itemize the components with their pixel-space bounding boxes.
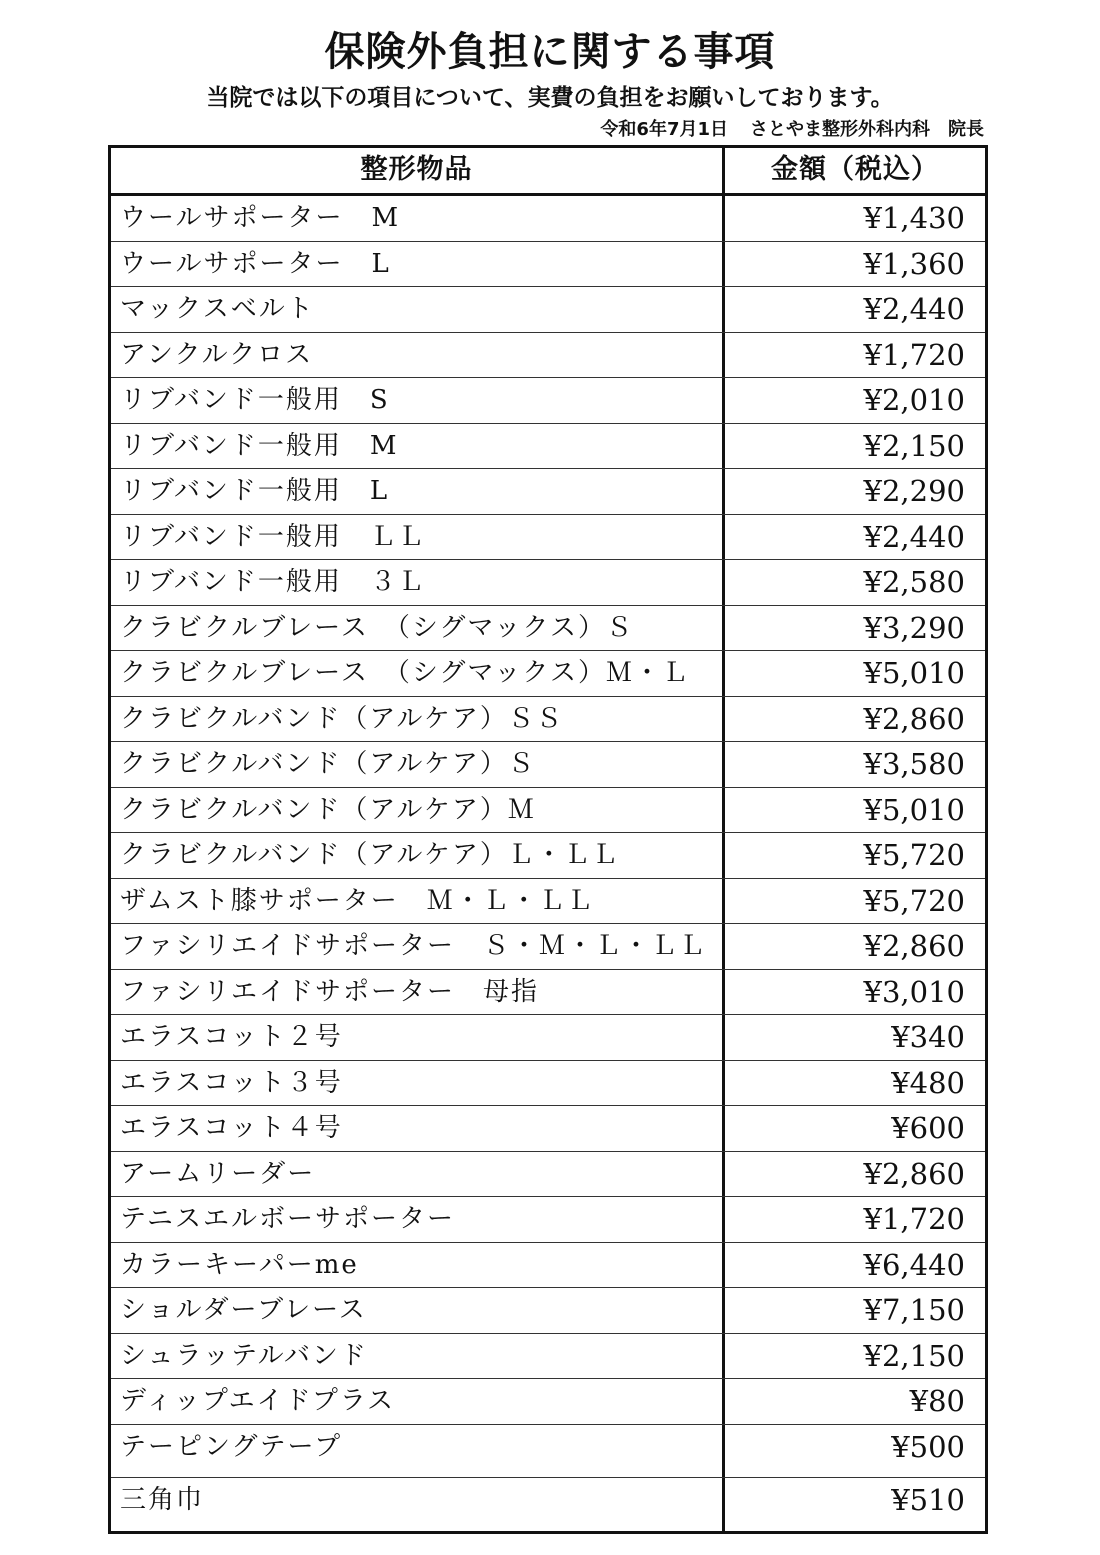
item-price: ¥2,150 xyxy=(863,1338,965,1373)
header-price: 金額（税込） xyxy=(771,154,939,185)
header-item: 整形物品 xyxy=(111,148,725,193)
item-price: ¥1,360 xyxy=(863,246,965,281)
item-price: ¥1,720 xyxy=(863,1202,965,1236)
table-row xyxy=(111,560,985,606)
table-row xyxy=(111,788,985,834)
item-name: クラビクルブレース （シグマックス）Ｍ・Ｌ xyxy=(111,651,725,696)
item-price: ¥3,010 xyxy=(863,974,965,1009)
item-name: クラビクルバンド（アルケア）Ｌ・ＬＬ xyxy=(111,833,725,878)
table-row xyxy=(111,970,985,1016)
item-name: リブバンド一般用 S xyxy=(111,378,725,423)
item-price: ¥3,580 xyxy=(863,747,965,781)
item-name: クラビクルバンド（アルケア）Ｓ xyxy=(111,742,725,787)
table-row xyxy=(111,1288,985,1334)
table-row xyxy=(111,1334,985,1380)
item-price: ¥2,010 xyxy=(863,383,965,417)
item-name: リブバンド一般用 M xyxy=(111,424,725,469)
item-name: クラビクルバンド（アルケア）Ｍ xyxy=(111,788,725,833)
table-row xyxy=(111,1243,985,1289)
table-row xyxy=(111,242,985,288)
item-name: リブバンド一般用 ＬＬ xyxy=(111,515,725,560)
table-body xyxy=(111,196,985,1531)
item-name: 三角巾 xyxy=(111,1478,725,1531)
item-price: ¥7,150 xyxy=(863,1293,965,1327)
item-price: ¥2,580 xyxy=(863,565,965,599)
table-row xyxy=(111,651,985,697)
item-price: ¥600 xyxy=(891,1111,965,1145)
item-price: ¥5,010 xyxy=(863,656,965,690)
item-price: ¥510 xyxy=(891,1482,965,1517)
item-price: ¥500 xyxy=(891,1429,965,1464)
table-row xyxy=(111,924,985,970)
table-row xyxy=(111,606,985,652)
table-row xyxy=(111,196,985,242)
table-row xyxy=(111,469,985,515)
item-name: クラビクルバンド（アルケア）ＳＳ xyxy=(111,697,725,742)
table-row xyxy=(111,1425,985,1478)
item-price: ¥2,150 xyxy=(863,428,965,463)
table-row xyxy=(111,742,985,788)
table-header-row xyxy=(111,148,985,196)
item-name: テーピングテープ xyxy=(111,1425,725,1477)
table-row xyxy=(111,1152,985,1198)
item-name: リブバンド一般用 ３Ｌ xyxy=(111,560,725,605)
item-price: ¥5,720 xyxy=(863,838,965,872)
item-name: ウールサポーター L xyxy=(111,242,725,287)
item-price: ¥2,290 xyxy=(863,474,965,508)
page-subtitle: 当院では以下の項目について、実費の負担をお願いしております。 xyxy=(206,85,894,111)
item-price: ¥480 xyxy=(891,1065,965,1100)
table-row xyxy=(111,1106,985,1152)
item-name: クラビクルブレース （シグマックス）Ｓ xyxy=(111,606,725,651)
clinic-signature: さとやま整形外科内科 院長 xyxy=(750,119,984,140)
page-title: 保険外負担に関する事項 xyxy=(324,29,776,75)
item-price: ¥2,860 xyxy=(863,701,965,736)
item-name: ファシリエイドサポーター Ｓ・Ｍ・Ｌ・ＬＬ xyxy=(111,924,725,969)
table-row xyxy=(111,378,985,424)
table-row xyxy=(111,1015,985,1061)
dateline xyxy=(600,117,984,143)
item-name: テニスエルボーサポーター xyxy=(111,1197,725,1242)
item-name: アンクルクロス xyxy=(111,333,725,378)
table-row xyxy=(111,287,985,333)
price-table xyxy=(108,145,988,1534)
item-name: エラスコット３号 xyxy=(111,1061,725,1106)
table-row xyxy=(111,833,985,879)
item-price: ¥2,440 xyxy=(863,292,965,326)
item-name: アームリーダー xyxy=(111,1152,725,1197)
item-price: ¥5,010 xyxy=(863,792,965,827)
item-name: シュラッテルバンド xyxy=(111,1334,725,1379)
item-name: ディップエイドプラス xyxy=(111,1379,725,1424)
item-name: カラーキーパーme xyxy=(111,1243,725,1288)
item-price: ¥1,720 xyxy=(863,337,965,372)
item-price: ¥3,290 xyxy=(863,610,965,645)
table-row xyxy=(111,424,985,470)
item-price: ¥340 xyxy=(891,1020,965,1054)
table-row xyxy=(111,1197,985,1243)
table-row xyxy=(111,333,985,379)
item-name: マックスベルト xyxy=(111,287,725,332)
item-name: ザムスト膝サポーター Ｍ・Ｌ・ＬＬ xyxy=(111,879,725,924)
item-price: ¥2,860 xyxy=(863,929,965,963)
table-row xyxy=(111,1379,985,1425)
table-row xyxy=(111,515,985,561)
table-row xyxy=(111,879,985,925)
item-price: ¥80 xyxy=(909,1384,965,1418)
item-name: エラスコット４号 xyxy=(111,1106,725,1151)
item-price: ¥6,440 xyxy=(863,1247,965,1282)
table-row xyxy=(111,1478,985,1531)
item-price: ¥1,430 xyxy=(863,201,965,235)
item-name: ファシリエイドサポーター 母指 xyxy=(111,970,725,1015)
item-name: エラスコット２号 xyxy=(111,1015,725,1060)
issue-date: 令和6年7月1日 xyxy=(600,119,728,140)
item-price: ¥5,720 xyxy=(863,883,965,918)
item-name: ウールサポーター M xyxy=(111,196,725,241)
item-name: リブバンド一般用 L xyxy=(111,469,725,514)
item-price: ¥2,440 xyxy=(863,519,965,554)
item-name: ショルダーブレース xyxy=(111,1288,725,1333)
item-price: ¥2,860 xyxy=(863,1156,965,1191)
table-row xyxy=(111,697,985,743)
table-row xyxy=(111,1061,985,1107)
